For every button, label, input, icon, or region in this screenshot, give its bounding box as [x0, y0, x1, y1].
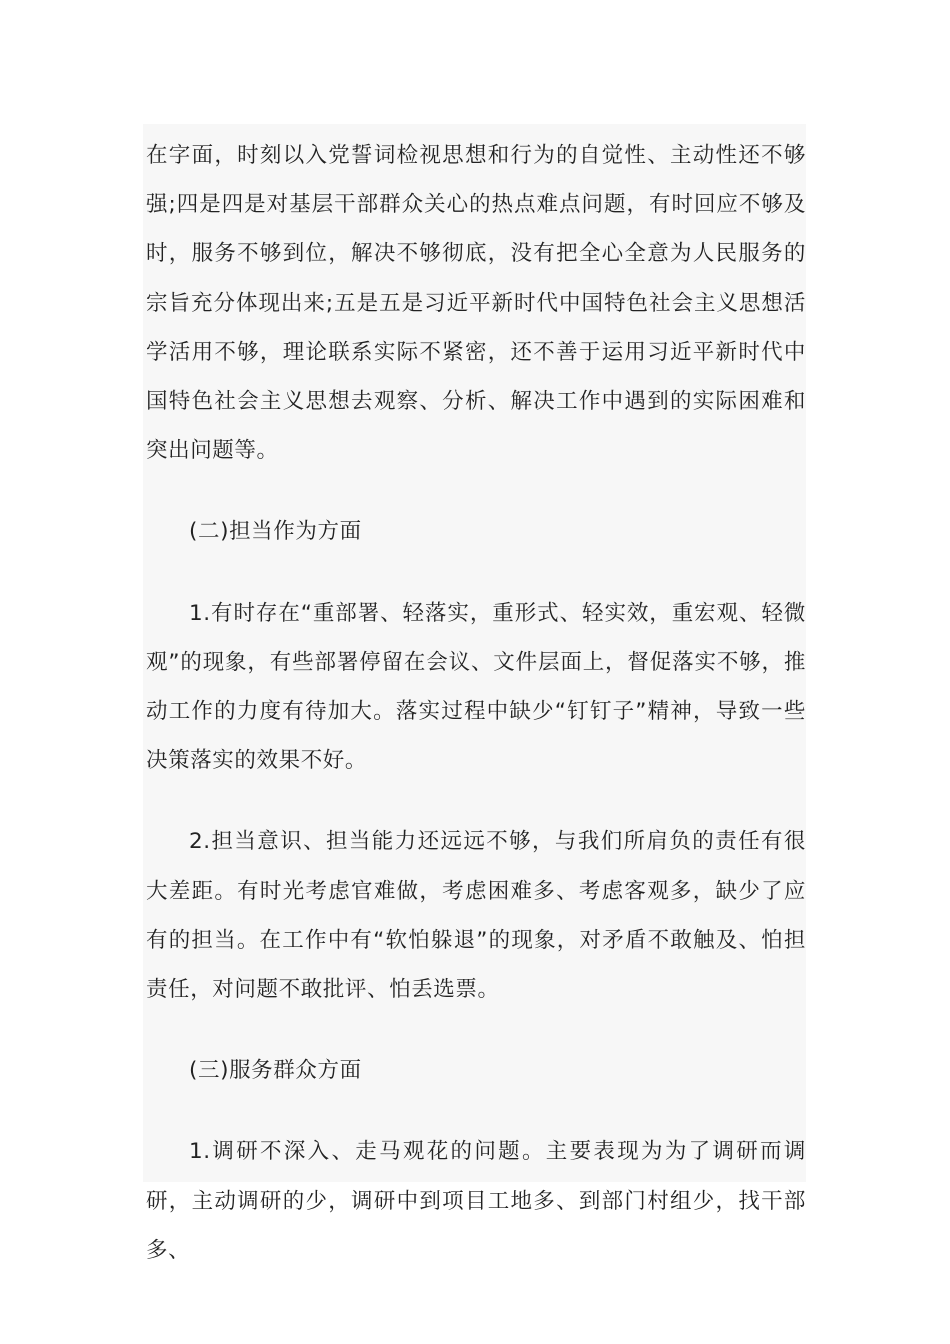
- document-page: [143, 124, 806, 1263]
- paragraph-gap: [146, 475, 806, 507]
- body-paragraph: 1.调研不深入、走马观花的问题。主要表现为为了调研而调研，主动调研的少，调研中到项目工地多、到部门村组少，找干部多、: [146, 1139, 806, 1263]
- section-heading: (三)服务群众方面: [189, 1058, 362, 1084]
- body-paragraph: 在字面，时刻以入党誓词检视思想和行为的自觉性、主动性还不够强;四是四是对基层干部群众关心的热点难点问题，有时回应不够及时，服务不够到位，解决不够彻底，没有把全心全意为人民服务的宗旨充分体现出来;五是五是习近平新时代中国特色社会主义思想活学活用不够，理论联系实际不紧密，还不善于运用习近平新时代中国特色社会主义思想去观察、分析、解决工作中遇到的实际困难和突出问题等。: [146, 143, 806, 464]
- body-paragraph: 2.担当意识、担当能力还远远不够，与我们所肩负的责任有很大差距。有时光考虑官难做，考虑困难多、考虑客观多，缺少了应有的担当。在工作中有“软怕躲退”的现象，对矛盾不敢触及、怕担责任，对问题不敢批评、怕丢选票。: [146, 829, 806, 1003]
- paragraph-gap: [146, 1095, 806, 1127]
- paragraph-gap: [146, 785, 806, 817]
- paragraph-gap: [146, 1014, 806, 1046]
- body-paragraph: 1.有时存在“重部署、轻落实，重形式、轻实效，重宏观、轻微观”的现象，有些部署停留在会议、文件层面上，督促落实不够，推动工作的力度有待加大。落实过程中缺少“钉钉子”精神，导致一些决策落实的效果不好。: [146, 600, 806, 774]
- section-heading: (二)担当作为方面: [189, 519, 362, 545]
- paragraph-gap: [146, 557, 806, 589]
